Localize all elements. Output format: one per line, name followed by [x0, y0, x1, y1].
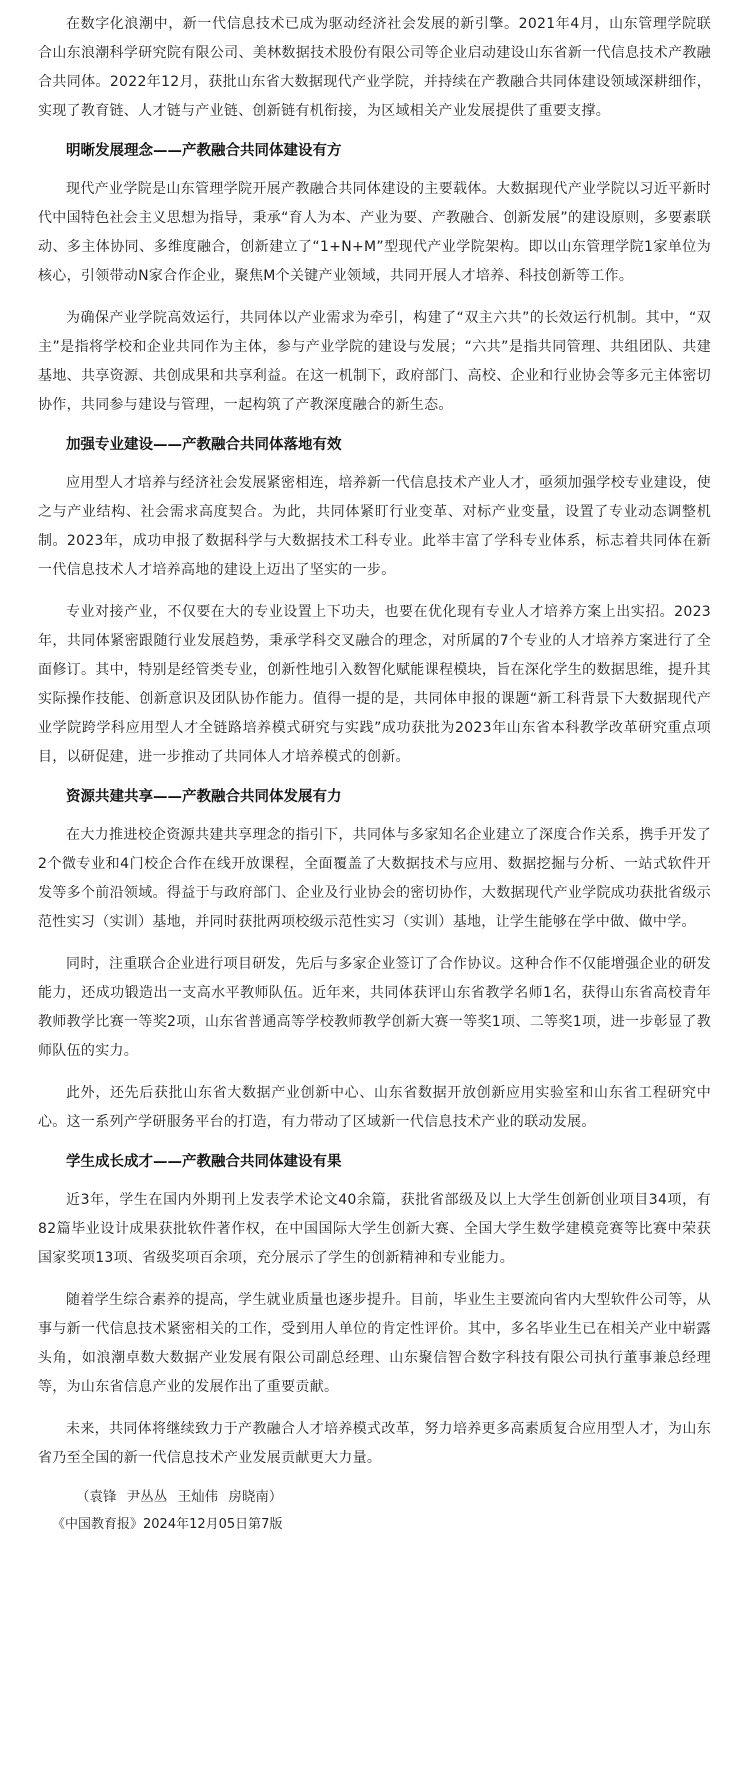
section-heading: 明晰发展理念——产教融合共同体建设有方 [66, 143, 342, 159]
body-paragraph: 专业对接产业，不仅要在大的专业设置上下功夫，也要在优化现有专业人才培养方案上出实招。2023年，共同体紧密跟随行业发展趋势，秉承学科交叉融合的理念，对所属的7个专业的人才培养方案进行了全面修订。其中，特别是经管类专业，创新性地引入数智化赋能课程模块，旨在深化学生的数据思维，提升其实际操作技能、创新意识及团队协作能力。值得一提的是，共同体申报的课题“新工科背景下大数据现代产业学院跨学科应用型人才全链路培养模式研究与实践”成功获批为2023年山东省本科教学改革研究重点项目，以研促建，进一步推动了共同体人才培养模式的创新。 [38, 604, 711, 765]
source-citation: 《中国教育报》2024年12月05日第7版 [52, 1517, 283, 1532]
body-paragraph: 应用型人才培养与经济社会发展紧密相连，培养新一代信息技术产业人才，亟须加强学校专业建设，使之与产业结构、社会需求高度契合。为此，共同体紧盯行业变革、对标产业变量，设置了专业动态调整机制。2023年，成功申报了数据科学与大数据技术工科专业。此举丰富了学科专业体系，标志着共同体在新一代信息技术人才培养高地的建设上迈出了坚实的一步。 [38, 475, 711, 578]
body-paragraph: 为确保产业学院高效运行，共同体以产业需求为牵引，构建了“双主六共”的长效运行机制。其中，“双主”是指将学校和企业共同作为主体，参与产业学院的建设与发展；“六共”是指共同管理、共组团队、共建基地、共享资源、共创成果和共享利益。在这一机制下，政府部门、高校、企业和行业协会等多元主体密切协作，共同参与建设与管理，一起构筑了产教深度融合的新生态。 [38, 310, 711, 413]
author-byline: （袁锋 尹丛丛 王灿伟 房晓南） [76, 1489, 283, 1505]
section-heading: 学生成长成才——产教融合共同体建设有果 [66, 1154, 342, 1170]
section-student-growth [38, 1151, 711, 1473]
section-specialty-building [38, 434, 711, 772]
section-development-concept [38, 140, 711, 420]
body-paragraph: 在大力推进校企资源共建共享理念的指引下，共同体与多家知名企业建立了深度合作关系，携手开发了2个微专业和4门校企合作在线开放课程，全面覆盖了大数据技术与应用、数据挖掘与分析、一站式软件开发等多个前沿领域。得益于与政府部门、企业及行业协会的密切协作，大数据现代产业学院成功获批省级示范性实习（实训）基地，并同时获批两项校级示范性实习（实训）基地，让学生能够在学中做、做中学。 [38, 827, 711, 930]
body-paragraph: 此外，还先后获批山东省大数据产业创新中心、山东省数据开放创新应用实验室和山东省工程研究中心。这一系列产学研服务平台的打造，有力带动了区域新一代信息技术产业的联动发展。 [38, 1085, 711, 1130]
body-paragraph: 未来，共同体将继续致力于产教融合人才培养模式改革，努力培养更多高素质复合应用型人才，为山东省乃至全国的新一代信息技术产业发展贡献更大力量。 [38, 1421, 711, 1466]
section-resource-sharing [38, 786, 711, 1137]
body-paragraph: 现代产业学院是山东管理学院开展产教融合共同体建设的主要载体。大数据现代产业学院以习近平新时代中国特色社会主义思想为指导，秉承“育人为本、产业为要、产教融合、创新发展”的建设原则，多要素联动、多主体协同、多维度融合，创新建立了“1+N+M”型现代产业学院架构。即以山东管理学院1家单位为核心，引领带动N家合作企业，聚焦M个关键产业领域，共同开展人才培养、科技创新等工作。 [38, 181, 711, 284]
section-heading: 加强专业建设——产教融合共同体落地有效 [66, 437, 342, 453]
section-heading: 资源共建共享——产教融合共同体发展有力 [66, 789, 342, 805]
intro-paragraph: 在数字化浪潮中，新一代信息技术已成为驱动经济社会发展的新引擎。2021年4月，山东管理学院联合山东浪潮科学研究院有限公司、美林数据技术股份有限公司等企业启动建设山东省新一代信息技术产教融合共同体。2022年12月，获批山东省大数据现代产业学院，并持续在产教融合共同体建设领域深耕细作，实现了教育链、人才链与产业链、创新链有机衔接，为区域相关产业发展提供了重要支撑。 [38, 16, 711, 119]
body-paragraph: 近3年，学生在国内外期刊上发表学术论文40余篇，获批省部级及以上大学生创新创业项目34项，有82篇毕业设计成果获批软件著作权，在中国国际大学生创新大赛、全国大学生数学建模竞赛等比赛中荣获国家奖项13项、省级奖项百余项，充分展示了学生的创新精神和专业能力。 [38, 1192, 711, 1266]
body-paragraph: 随着学生综合素养的提高，学生就业质量也逐步提升。目前，毕业生主要流向省内大型软件公司等，从事与新一代信息技术紧密相关的工作，受到用人单位的肯定性评价。其中，多名毕业生已在相关产业中崭露头角，如浪潮卓数大数据产业发展有限公司副总经理、山东聚信智合数字科技有限公司执行董事兼总经理等，为山东省信息产业的发展作出了重要贡献。 [38, 1292, 711, 1395]
body-paragraph: 同时，注重联合企业进行项目研发，先后与多家企业签订了合作协议。这种合作不仅能增强企业的研发能力，还成功锻造出一支高水平教师队伍。近年来，共同体获评山东省教学名师1名，获得山东省高校青年教师教学比赛一等奖2项，山东省普通高等学校教师教学创新大赛一等奖1项、二等奖1项，进一步彰显了教师队伍的实力。 [38, 956, 711, 1059]
